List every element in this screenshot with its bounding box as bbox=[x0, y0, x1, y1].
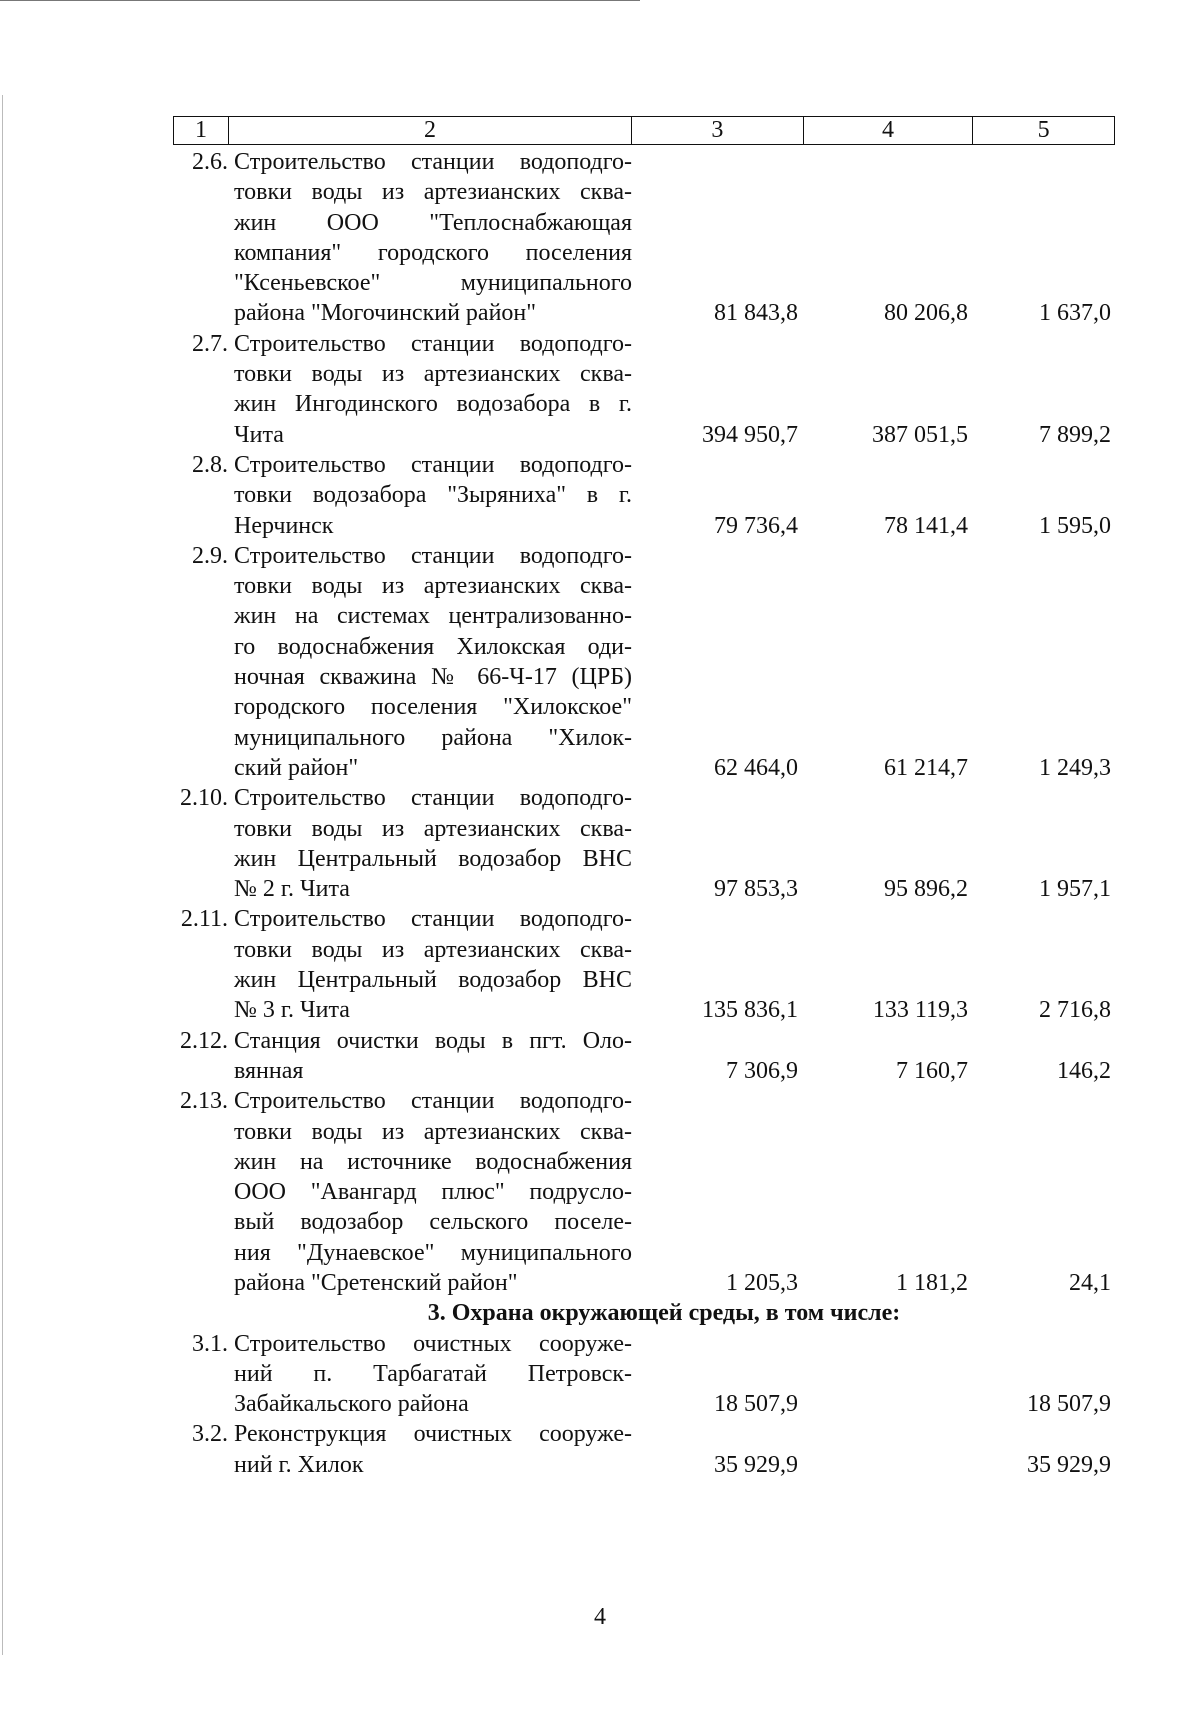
value-col-5: 35 929,9 bbox=[1027, 1451, 1111, 1478]
value-col-5: 1 637,0 bbox=[1039, 300, 1111, 327]
table-row bbox=[173, 1419, 1115, 1480]
description-line: Строительство станции водоподго- bbox=[234, 906, 632, 933]
value-col-5: 7 899,2 bbox=[1039, 421, 1111, 448]
item-number: 2.11. bbox=[180, 906, 228, 933]
description-line: товки воды из артезианских сква- bbox=[234, 936, 632, 963]
value-col-3: 81 843,8 bbox=[714, 300, 798, 327]
description-line: товки водозабора "Зыряниха" в г. bbox=[234, 482, 632, 509]
value-col-4: 61 214,7 bbox=[884, 754, 968, 781]
value-col-5: 1 249,3 bbox=[1039, 754, 1111, 781]
description-line: ния "Дунаевское" муниципального bbox=[234, 1239, 632, 1266]
description-line: Строительство станции водоподго- bbox=[234, 785, 632, 812]
value-col-3: 18 507,9 bbox=[714, 1391, 798, 1418]
value-col-4: 387 051,5 bbox=[872, 421, 968, 448]
table-row bbox=[173, 904, 1115, 1025]
description-line: ний г. Хилок bbox=[234, 1451, 364, 1478]
value-col-4: 7 160,7 bbox=[896, 1057, 968, 1084]
description-line: Чита bbox=[234, 421, 284, 448]
description-line: вянная bbox=[234, 1057, 304, 1084]
value-col-3: 79 736,4 bbox=[714, 512, 798, 539]
description-line: Реконструкция очистных сооруже- bbox=[234, 1421, 632, 1448]
description-line: Нерчинск bbox=[234, 512, 334, 539]
item-description bbox=[228, 904, 632, 1025]
description-line: Строительство станции водоподго- bbox=[234, 1088, 632, 1115]
item-description bbox=[228, 541, 632, 783]
description-line: жин Ингодинского водозабора в г. bbox=[234, 391, 632, 418]
item-description bbox=[228, 329, 632, 450]
header-col-4: 4 bbox=[804, 117, 974, 144]
description-line: № 2 г. Чита bbox=[234, 876, 350, 903]
description-line: муниципального района "Хилок- bbox=[234, 724, 632, 751]
item-number: 3.2. bbox=[192, 1421, 228, 1448]
table-row bbox=[173, 1026, 1115, 1087]
description-line: компания" городского поселения bbox=[234, 239, 632, 266]
description-line: го водоснабжения Хилокская оди- bbox=[234, 633, 632, 660]
description-line: жин на системах централизованно- bbox=[234, 603, 632, 630]
value-col-5: 24,1 bbox=[1069, 1269, 1111, 1296]
description-line: городского поселения "Хилокское" bbox=[234, 694, 632, 721]
value-col-5: 18 507,9 bbox=[1027, 1391, 1111, 1418]
value-col-4: 133 119,3 bbox=[872, 997, 968, 1024]
item-number: 3.1. bbox=[192, 1330, 228, 1357]
header-col-5: 5 bbox=[1037, 117, 1050, 143]
scan-margin-line bbox=[2, 95, 3, 1655]
header-col-2: 2 bbox=[229, 117, 632, 144]
table-row bbox=[173, 1086, 1115, 1298]
header-col-3: 3 bbox=[632, 117, 804, 144]
value-col-3: 394 950,7 bbox=[702, 421, 798, 448]
item-number: 2.13. bbox=[180, 1088, 228, 1115]
item-number: 2.10. bbox=[180, 785, 228, 812]
description-line: Забайкальского района bbox=[234, 1391, 469, 1418]
description-line: ООО "Авангард плюс" подрусло- bbox=[234, 1179, 632, 1206]
value-col-5: 146,2 bbox=[1057, 1057, 1111, 1084]
table-header bbox=[173, 116, 1115, 145]
page-number: 4 bbox=[594, 1604, 606, 1630]
value-col-4: 78 141,4 bbox=[884, 512, 968, 539]
item-description bbox=[228, 1329, 632, 1420]
value-col-3: 135 836,1 bbox=[702, 997, 798, 1024]
value-col-3: 97 853,3 bbox=[714, 876, 798, 903]
scan-edge-line bbox=[0, 0, 640, 1]
value-col-5: 2 716,8 bbox=[1039, 997, 1111, 1024]
table-row bbox=[173, 147, 1115, 329]
description-line: Строительство станции водоподго- bbox=[234, 451, 632, 478]
value-col-4: 1 181,2 bbox=[896, 1269, 968, 1296]
description-line: Строительство станции водоподго- bbox=[234, 542, 632, 569]
header-col-1: 1 bbox=[174, 117, 229, 144]
description-line: жин Центральный водозабор ВНС bbox=[234, 845, 632, 872]
description-line: Строительство очистных сооруже- bbox=[234, 1330, 632, 1357]
value-col-4: 80 206,8 bbox=[884, 300, 968, 327]
item-description bbox=[228, 450, 632, 541]
description-line: товки воды из артезианских сква- bbox=[234, 361, 632, 388]
description-line: вый водозабор сельского поселе- bbox=[234, 1209, 632, 1236]
description-line: "Ксеньевское" муниципального bbox=[234, 270, 632, 297]
value-col-5: 1 957,1 bbox=[1039, 876, 1111, 903]
description-line: № 3 г. Чита bbox=[234, 997, 350, 1024]
description-line: жин ООО "Теплоснабжающая bbox=[234, 209, 632, 236]
item-number: 2.8. bbox=[192, 451, 228, 478]
item-description bbox=[228, 1026, 632, 1087]
table-body bbox=[173, 147, 1115, 1480]
table-row bbox=[173, 541, 1115, 783]
value-col-4: 95 896,2 bbox=[884, 876, 968, 903]
description-line: Строительство станции водоподго- bbox=[234, 149, 632, 175]
value-col-3: 62 464,0 bbox=[714, 754, 798, 781]
table-row bbox=[173, 1329, 1115, 1420]
item-description bbox=[228, 147, 632, 329]
item-number: 2.12. bbox=[180, 1027, 228, 1054]
description-line: района "Сретенский район" bbox=[234, 1269, 518, 1296]
table-row bbox=[173, 783, 1115, 904]
value-col-5: 1 595,0 bbox=[1039, 512, 1111, 539]
item-number: 2.9. bbox=[192, 542, 228, 569]
item-number: 2.7. bbox=[192, 330, 228, 357]
description-line: района "Могочинский район" bbox=[234, 300, 537, 327]
section-heading: 3. Охрана окружающей среды, в том числе: bbox=[427, 1300, 901, 1327]
item-description bbox=[228, 1419, 632, 1480]
description-line: товки воды из артезианских сква- bbox=[234, 573, 632, 600]
description-line: Строительство станции водоподго- bbox=[234, 330, 632, 357]
description-line: товки воды из артезианских сква- bbox=[234, 1118, 632, 1145]
description-line: товки воды из артезианских сква- bbox=[234, 815, 632, 842]
description-line: ний п. Тарбагатай Петровск- bbox=[234, 1360, 632, 1387]
description-line: жин Центральный водозабор ВНС bbox=[234, 967, 632, 994]
value-col-3: 1 205,3 bbox=[726, 1269, 798, 1296]
item-number: 2.6. bbox=[192, 149, 228, 175]
description-line: ский район" bbox=[234, 754, 359, 781]
item-description bbox=[228, 1086, 632, 1298]
description-line: жин на источнике водоснабжения bbox=[234, 1148, 632, 1175]
description-line: товки воды из артезианских сква- bbox=[234, 179, 632, 206]
table-row bbox=[173, 450, 1115, 541]
value-col-3: 7 306,9 bbox=[726, 1057, 798, 1084]
description-line: ночная скважина № 66-Ч-17 (ЦРБ) bbox=[234, 664, 632, 691]
description-line: Станция очистки воды в пгт. Оло- bbox=[234, 1027, 632, 1054]
item-description bbox=[228, 783, 632, 904]
table-row bbox=[173, 329, 1115, 450]
value-col-3: 35 929,9 bbox=[714, 1451, 798, 1478]
